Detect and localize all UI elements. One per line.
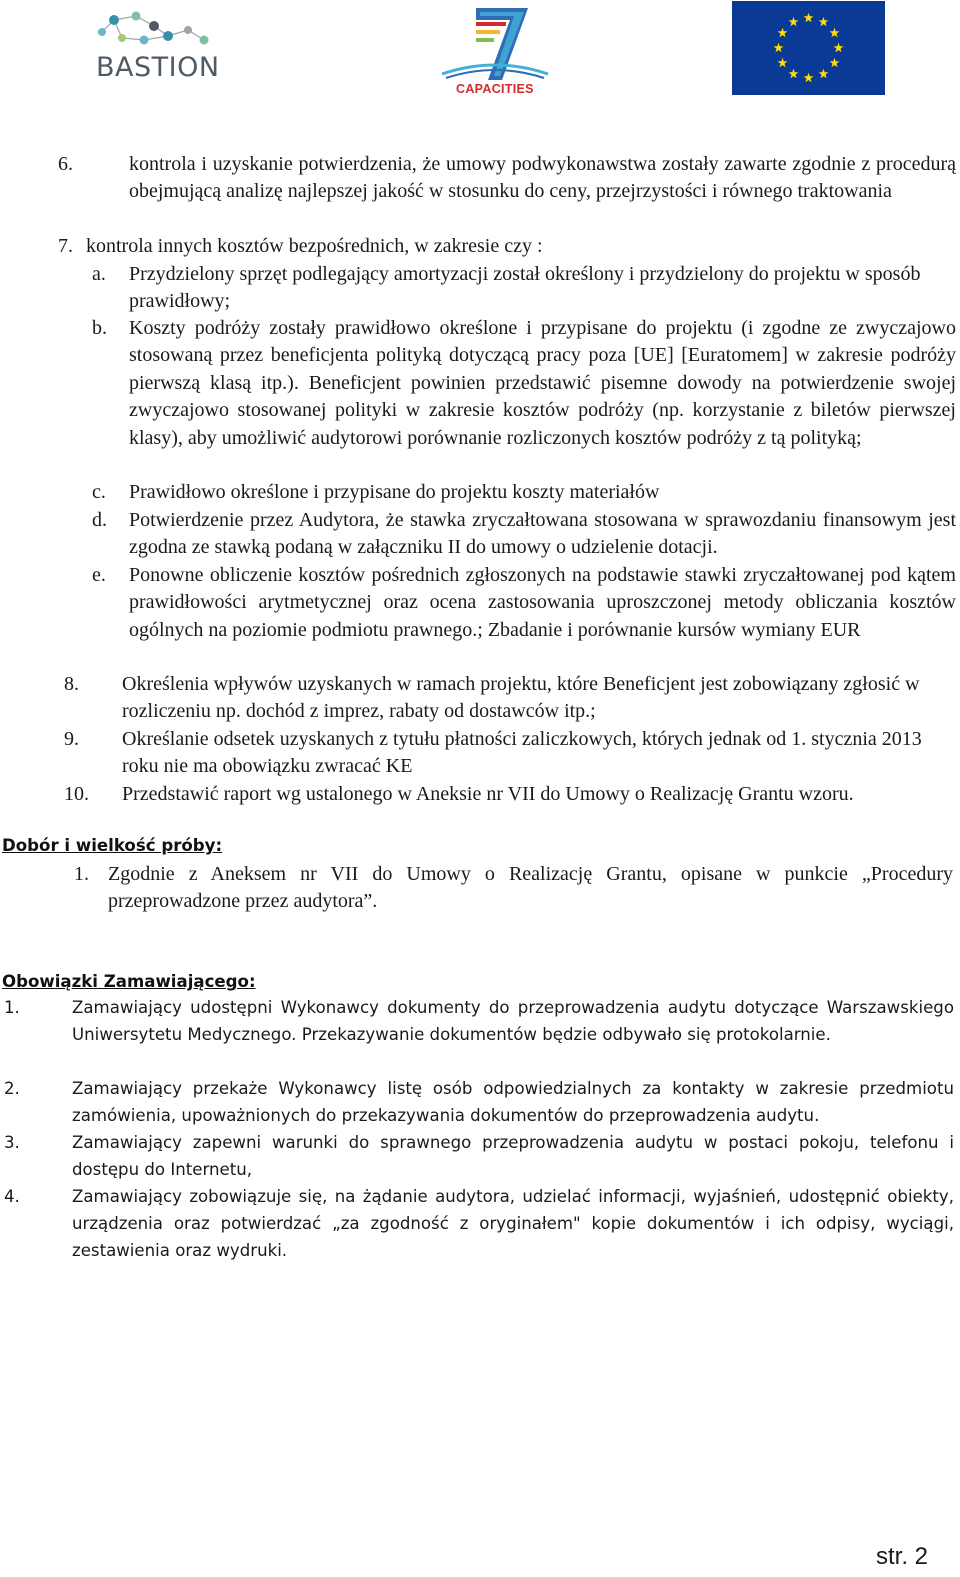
list-item-text: Zgodnie z Aneksem nr VII do Umowy o Realizację Grantu, opisane w punkcie „Procedury przeprowadzone przez audytora”. (108, 863, 953, 913)
eu-star-icon (834, 43, 844, 52)
list-item-number: 4. (4, 1187, 20, 1206)
list-item-number: 6. (58, 153, 73, 175)
eu-star-icon (778, 28, 788, 37)
list-item-text: Zamawiający zobowiązuje się, na żądanie audytora, udzielać informacji, wyjaśnień, udostępnić obiekty, urządzenia oraz potwierdzać „za zgodność z oryginałem" kopie dokumentów i ich odpisy, wyciągi, zestawienia oraz wydruki. (72, 1187, 954, 1260)
sub-item-text: Przydzielony sprzęt podlegający amortyzacji został określony i przydzielony do projektu w sposób prawidłowy; (129, 263, 921, 313)
list-item-text: Określanie odsetek uzyskanych z tytułu płatności zaliczkowych, których jednak od 1. stycznia 2013 roku nie ma obowiązku zwracać KE (122, 728, 922, 778)
list-item-text: Określenia wpływów uzyskanych w ramach projektu, które Beneficjent jest zobowiązany zgłosić w rozliczeniu np. dochód z imprez, rabaty od dostawców itp.; (122, 673, 920, 723)
eu-flag-logo (732, 1, 885, 95)
list-item-number: 3. (4, 1133, 20, 1152)
list-item-text: kontrola innych kosztów bezpośrednich, w zakresie czy : (86, 235, 543, 257)
eu-star-icon (830, 58, 840, 67)
list-item-number: 2. (4, 1079, 20, 1098)
list-item-number: 7. (58, 235, 73, 257)
list-item-text: Zamawiający zapewni warunki do sprawnego przeprowadzenia audytu w postaci pokoju, telefonu i dostępu do Internetu, (72, 1133, 954, 1179)
eu-star-icon (804, 73, 814, 82)
molecule-icon (92, 6, 252, 56)
bastion-logo (92, 6, 252, 86)
capacities-logo-text: CAPACITIES (456, 82, 534, 96)
bastion-logo-text: BASTION (96, 52, 220, 83)
eu-star-icon (789, 69, 799, 78)
eu-star-icon (789, 17, 799, 26)
list-item-text: Zamawiający przekaże Wykonawcy listę osób odpowiedzialnych za kontakty w zakresie przedmiotu zamówienia, upoważnionych do przekazywania dokumentów do przeprowadzenia audytu. (72, 1079, 954, 1125)
sub-item-letter: b. (92, 317, 107, 339)
sub-item-text: Koszty podróży zostały prawidłowo określone i przypisane do projektu (i zgodne ze zwyczajowo stosowaną przez beneficjenta polityką dotyczącą pracy poza [UE] [Euratomem] w zakresie podróży pierwszą klasą itp.). Beneficjent powinien przedstawić pisemne dowody na potwierdzenie swojej zwyczajowo stosowanej polityki w zakresie kosztów podróży (np. korzystanie z biletów pierwszej klasy), aby umożliwić audytorowi porównanie rozliczonych kosztów podróży z tą polityką; (129, 317, 956, 449)
eu-star-icon (819, 17, 829, 26)
eu-star-icon (774, 43, 784, 52)
eu-star-icon (778, 58, 788, 67)
list-item-text: Przedstawić raport wg ustalonego w Aneksie nr VII do Umowy o Realizację Grantu wzoru. (122, 783, 854, 805)
fp7-seven-icon (436, 4, 554, 84)
list-item-number: 1. (74, 863, 89, 885)
section-heading-sample: Dobór i wielkość próby: (2, 836, 223, 855)
list-item-number: 1. (4, 998, 20, 1017)
sub-item-letter: e. (92, 564, 106, 586)
page-number: str. 2 (876, 1543, 929, 1570)
sub-item-text: Prawidłowo określone i przypisane do projektu koszty materiałów (129, 481, 660, 503)
list-item-text: Zamawiający udostępni Wykonawcy dokumenty do przeprowadzenia audytu dotyczące Warszawskiego Uniwersytetu Medycznego. Przekazywanie dokumentów będzie odbywało się protokolarnie. (72, 998, 954, 1044)
list-item-number: 10. (64, 783, 89, 805)
sub-item-letter: a. (92, 263, 106, 285)
list-item-number: 9. (64, 728, 79, 750)
eu-star-icon (804, 13, 814, 22)
eu-star-icon (830, 28, 840, 37)
sub-item-text: Ponowne obliczenie kosztów pośrednich zgłoszonych na podstawie stawki zryczałtowanej pod kątem prawidłowości arytmetycznej oraz ocena zastosowania uproszczonej metody obliczania kosztów ogólnych na poziomie podmiotu prawnego.; Zbadanie i porównanie kursów wymiany EUR (129, 564, 956, 641)
eu-stars-icon (732, 1, 885, 95)
section-heading-duties: Obowiązki Zamawiającego: (2, 972, 256, 991)
fp7-capacities-logo (436, 4, 554, 100)
list-item-number: 8. (64, 673, 79, 695)
sub-item-text: Potwierdzenie przez Audytora, że stawka zryczałtowana stosowana w sprawozdaniu finansowym jest zgodna ze stawką podaną w załączniku II do umowy o udzielenie dotacji. (129, 509, 956, 559)
sub-item-letter: c. (92, 481, 106, 503)
eu-star-icon (819, 69, 829, 78)
list-item-text: kontrola i uzyskanie potwierdzenia, że umowy podwykonawstwa zostały zawarte zgodnie z procedurą obejmującą analizę najlepszej jakość w stosunku do ceny, przejrzystości i równego traktowania (129, 153, 956, 203)
sub-item-letter: d. (92, 509, 107, 531)
